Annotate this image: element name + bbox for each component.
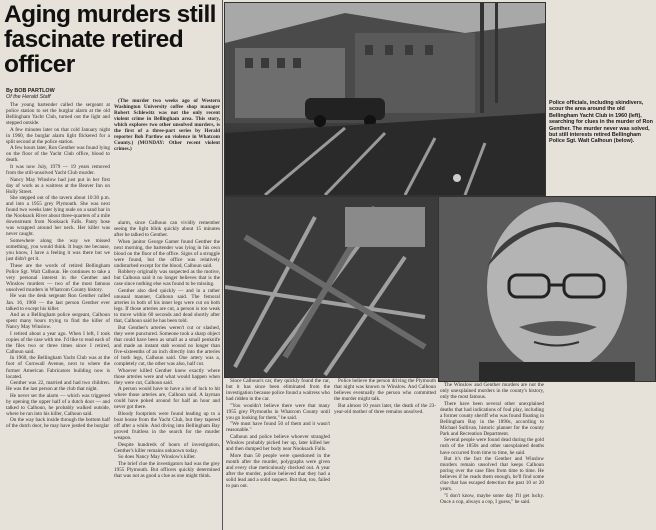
paragraph: But it's the fact the Genther and Winslow murders remain unsolved that keeps Calhoun poring over the case files from time to time. He believes if he reads them enough, he'll find some clue that has escaped detection the past 10 or 20 years. [440,456,544,493]
paragraph: Since Calhoun's car, they quickly found the car, but it has since been eliminated from the investigation because police found a waitress who had ridden in the car. [226,378,330,403]
paragraph: A few hours later, Ron Genther was found lying on the floor of the Yacht Club office, blood to death. [6,145,110,164]
series-note [114,98,220,218]
paragraph: And as a Bellingham police sergeant, Calhoun spent many hours trying to find the killer of Nancy May Winslow. [6,312,110,331]
paragraph: Robbery originally was suspected as the motive, but Calhoun said it no longer believes that is the case since nothing else was found to be missing. [114,269,220,288]
paragraph: When janitor George Gamer found Genther the next morning, the bartender was lying in his own blood on the floor of the office. Signs of a struggle were found, but the office was relatively undisturbed except for the blood, Calhoun said. [114,238,220,269]
paragraph: "I don't know, maybe some day I'll get lucky. Once a cop, always a cop, I guess," he said. [440,492,544,505]
paragraph: A few minutes later on that cold January night in 1960, the burglar alarm light flickered for a split second at the police station. [6,126,110,145]
paragraph: She stepped out of the tavern about 10:30 p.m. and into a 1955 grey Plymouth. She was next found two weeks later lying nude on a sand bar in the Nooksack River about three-quarters of a mile downstream from Nooksack Falls. Panty hose was wrapped around her neck. Her killer was never caught. [6,195,110,238]
article-column-2 [114,220,220,528]
headline: Aging murders still fascinate retired officer [4,1,216,78]
paragraph: It was now July, 1979 — 19 years removed from the still-unsolved Yacht Club murder. [6,163,110,177]
paragraph: Genther was 22, married and had two children. He was the last person at the club that night. [6,380,110,393]
paragraph: Genther also died quickly — and in a rather unusual manner, Calhoun said. The femoral arteries in both of his inner legs were cut on both legs. If those arteries are cut, a person is too weak to move within 60 seconds and dead shortly after that, Calhoun said he has been told. [114,288,220,325]
paragraph: "We must have found 50 of them and it wasn't reasonable." [226,421,330,434]
paragraph: The brief clue the investigators had was the grey 1955 Plymouth. But officers quickly determined that was not as good a clue as one might think. [114,460,220,479]
yacht-club-photo-graphic [225,3,545,195]
paragraph: (The murder two weeks ago of Western Washington University coffee shop manager Robert Schlewitz was not the only recent violent crime in Bellingham area. This story, which explores two other unsolved murders, is the first of a three-part series by Herald reporter Bob Partlow on violence in Whatcom County.) (MONDAY: Other recent violent crimes.) [114,98,220,153]
paragraph: I retired about a year ago. When I left, I took copies of the case with me. I'd like to read each of the files two or three times since I retired, Calhoun said. [6,330,110,355]
paragraph: The Winslow and Genther murders are not the only unexplained murders in the county's history, only the most famous. [440,382,544,401]
paragraph: Nancy May Winslow had just put in her first day of work as a waitress at the Beaver Inn on Holly Street. [6,176,110,195]
paragraph: alarm, since Calhoun can vividly remember seeing the light blink quickly about 15 minutes after he talked to Genther. [114,220,220,239]
article-column-3 [226,378,330,528]
paragraph: But Genther's arteries weren't cut or slashed, they were punctured. Someone took a sharp object that could have been as small as a small penknife and made an instant stab wound no longer than five-sixteenths of an inch directly into the arteries of both legs, Calhoun said. One artery was a, completely cut, the other was also, half cut. [114,324,220,368]
paragraph: Calhoun and police believe whoever strangled Winslow probably picked her up, later killed her and then dumped her body near Nooksack Falls. [226,433,330,453]
paragraph: "You wouldn't believe there were that many 1955 grey Plymouths in Whatcom County until you go looking for them," he said. [226,402,330,421]
byline-author: By BOB PARTLOW [6,88,55,94]
wreckage-photo [224,196,440,378]
wreckage-photo-graphic [225,197,439,377]
calhoun-portrait-graphic [439,197,655,381]
column-divider [222,0,223,530]
paragraph: Despite hundreds of hours of investigation, Genther's killer remains unknown today. [114,441,220,454]
byline-staff: Of the Herald Staff [6,94,51,101]
paragraph: A person would have to have a lot of luck to hit where those arteries are, Calhoun said. A layman could have poked around for half an hour and never got there. [114,386,220,411]
yacht-club-photo [224,2,546,196]
photo-caption: Police officials, including skindivers, scour the area around the old Bellingham Yacht Club in 1960 (left), searching for clues in the murder of Ron Genther. The murder never was solved, but still interests retired Bellingham Police Sgt. Walt Calhoun (below). [549,100,653,145]
paragraph: Police believe the person driving the Plymouth that night was known to Winslow. And Calhoun believes eventually the person who committed the murder might talk. [334,378,436,403]
paragraph: In 1960, the Bellingham Yacht Club was at the foot of Cornwall Avenue, next to where the former American Fabricators building now is located. [6,355,110,380]
paragraph: More than 50 people were questioned in the month after the murder, polygraphs were given and every clue meticulously checked out. A year after the murder, police believed that they had a solid lead and a solid suspect. But that, too, failed to pan out. [226,452,330,489]
paragraph: Bloody footprints were found leading up to a boat house from the Yacht Club, but they tapered off after a while. And diving into Bellingham Bay proved fruitless in the search for the murder weapon. [114,410,220,442]
paragraph: On the way back inside through the bottom half of the dutch door, he may have jostled the burglar [6,417,110,430]
paragraph: There have been several other unexplained deaths that had indications of foul play, including a former county sheriff who was found floating in Bellingham Bay in the 1890s, according to Michael Sullivan, historic planner for the county Park and Recreation Department. [440,400,544,437]
article-column-5 [440,382,544,528]
paragraph: So does Nancy May Winslow's killer. [118,454,196,461]
paragraph: But almost 10 years later, the death of the 23-year-old mother of three remains unsolved. [334,402,436,415]
paragraph: Somewhere along the way we missed something, you would think. It bugs me because, you know, I have a feeling it was there but we just didn't get it. [6,238,110,263]
paragraph: He never set the alarm — which was triggered by opening the upper half of a dutch door — and talked to Calhoun, he probably walked outside, where he ran into his killer, Calhoun said. [6,392,110,417]
paragraph: Several people were found dead during the gold rush of the 1850s and other unexplained deaths have occurred from time to time, he said. [440,437,544,456]
paragraph: The young bartender called the sergeant at police station to set the burglar alarm at the old Bellingham Yacht Club, turned out the light and stepped outside. [6,102,110,127]
paragraph: Whoever killed Genther knew exactly where those arteries were and what would happen when they were cut, Calhoun said. [114,367,220,386]
article-column-4 [334,378,436,528]
paragraph: These are the words of retired Bellingham Police Sgt. Walt Calhoun. He continues to take a very personal interest in the Genther and Winslow murders — two of the most famous unsolved murders in Whatcom County history. [6,262,110,293]
paragraph: He was the desk sergeant Ron Genther called Jan. 16, 1960 — the last person Genther ever talked to except his killer. [6,293,110,312]
calhoun-portrait [438,196,656,382]
article-column-1 [6,102,110,528]
